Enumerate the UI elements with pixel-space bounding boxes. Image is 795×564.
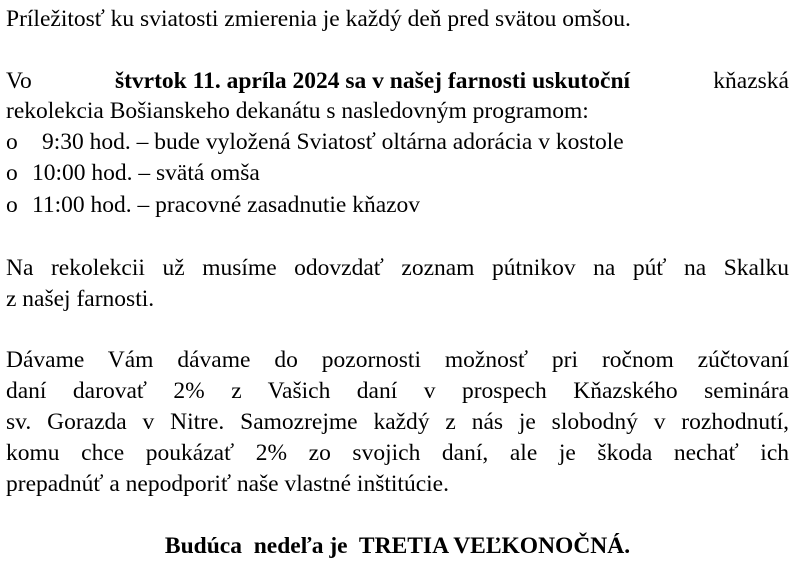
recollection-intro-line-2: rekolekcia Bošianskeho dekanátu s nasledovným programom: — [6, 98, 589, 124]
intro-date-bold: štvrtok 11. apríla 2024 sa v našej farnosti uskutoční — [114, 68, 631, 94]
tax-paragraph-line: daní darovať 2% z Vašich daní v prospech Kňazského seminára — [6, 378, 789, 404]
bullet-icon: o — [6, 129, 18, 155]
tax-paragraph-line: sv. Gorazda v Nitre. Samozrejme každý z nás je slobodný v rozhodnutí, — [6, 409, 789, 435]
next-sunday-heading: Budúca nedeľa je TRETIA VEĽKONOČNÁ. — [164, 533, 631, 559]
tax-paragraph-line: komu chce poukázať 2% zo svojich daní, ale je škoda nechať ich — [6, 440, 789, 466]
tax-paragraph-line: Dávame Vám dávame do pozornosti možnosť pri ročnom zúčtovaní — [6, 347, 789, 373]
intro-end-word: kňazská — [713, 68, 789, 94]
intro-word: Vo — [6, 68, 32, 94]
program-item-text: 9:30 hod. – bude vyložená Sviatosť oltárna adorácia v kostole — [42, 129, 624, 155]
pilgrim-list-line-2: z našej farnosti. — [6, 286, 155, 312]
program-item — [6, 127, 789, 157]
program-item — [6, 190, 789, 220]
confession-notice: Príležitosť ku sviatosti zmierenia je každý deň pred svätou omšou. — [6, 6, 631, 32]
bullet-icon: o — [6, 192, 18, 218]
program-item-text: 10:00 hod. – svätá omša — [32, 160, 260, 186]
pilgrim-list-line-1: Na rekolekcii už musíme odovzdať zoznam pútnikov na púť na Skalku — [6, 255, 789, 281]
program-item-text: 11:00 hod. – pracovné zasadnutie kňazov — [32, 192, 421, 218]
program-item — [6, 158, 789, 188]
bullet-icon: o — [6, 160, 18, 186]
recollection-intro-line — [6, 66, 789, 96]
tax-paragraph-line: prepadnúť a nepodporiť naše vlastné inštitúcie. — [6, 471, 449, 497]
